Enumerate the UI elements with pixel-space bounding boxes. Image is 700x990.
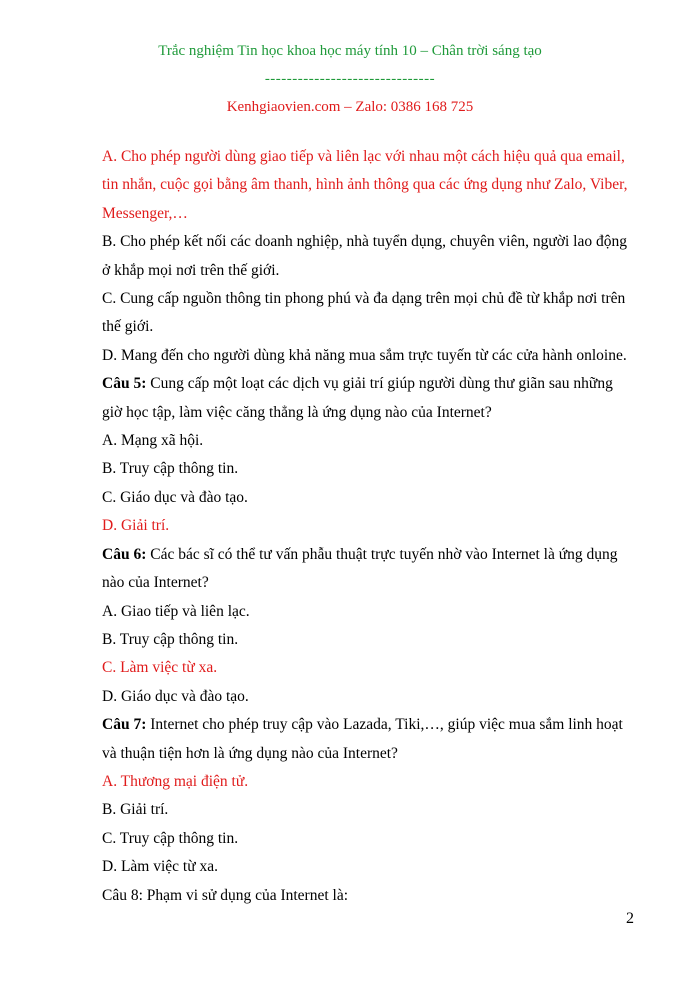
document-body: [102, 143, 642, 910]
question-7-label: Câu 7:: [102, 716, 147, 734]
question-5-option-d-answer: D. Giải trí.: [102, 517, 170, 535]
question-7-option-a-answer: A. Thương mại điện tử.: [102, 772, 249, 790]
question-6-option-a: A. Giao tiếp và liên lạc.: [102, 602, 250, 620]
question-6-option-b: B. Truy cập thông tin.: [102, 630, 239, 648]
question-5-text-line-1: Cung cấp một loạt các dịch vụ giải trí giúp người dùng thư giãn sau những: [146, 375, 613, 393]
header-divider: -------------------------------: [264, 71, 436, 87]
prev-option-a-line-1: A. Cho phép người dùng giao tiếp và liên lạc với nhau một cách hiệu quả qua email,: [102, 148, 625, 165]
question-6-option-c-answer: C. Làm việc từ xa.: [102, 659, 218, 677]
header-contact: Kenhgiaovien.com – Zalo: 0386 168 725: [226, 99, 474, 115]
question-5-option-b: B. Truy cập thông tin.: [102, 460, 239, 478]
question-6: [102, 541, 642, 569]
prev-option-a-line-3: Messenger,…: [102, 204, 188, 222]
question-6-text-line-2: nào của Internet?: [102, 574, 209, 592]
question-5: [102, 370, 642, 398]
question-7-option-d: D. Làm việc từ xa.: [102, 858, 219, 876]
page-number: 2: [626, 910, 634, 927]
prev-option-d-line-1: D. Mang đến cho người dùng khả năng mua sắm trực tuyến từ các cửa hành onloine.: [102, 346, 627, 364]
prev-option-b-line-1: B. Cho phép kết nối các doanh nghiệp, nhà tuyển dụng, chuyên viên, người lao động: [102, 233, 627, 251]
question-7-text-line-1: Internet cho phép truy cập vào Lazada, Tiki,…, giúp việc mua sắm linh hoạt: [146, 716, 623, 734]
prev-option-a-line-2: tin nhắn, cuộc gọi bằng âm thanh, hình ảnh thông qua các ứng dụng như Zalo, Viber,: [102, 176, 628, 194]
question-5-text-line-2: giờ học tập, làm việc căng thẳng là ứng dụng nào của Internet?: [102, 403, 492, 421]
question-7: [102, 711, 642, 739]
question-7-option-b: B. Giải trí.: [102, 801, 169, 819]
question-8: Câu 8: Phạm vi sử dụng của Internet là:: [102, 886, 349, 904]
question-5-option-a: A. Mạng xã hội.: [102, 432, 204, 450]
document-header-title: Trắc nghiệm Tin học khoa học máy tính 10 – Chân trời sáng tạo: [158, 43, 542, 59]
question-5-option-c: C. Giáo dục và đào tạo.: [102, 488, 248, 506]
question-7-option-c: C. Truy cập thông tin.: [102, 829, 239, 847]
question-7-text-line-2: và thuận tiện hơn là ứng dụng nào của Internet?: [102, 744, 398, 762]
question-6-label: Câu 6:: [102, 545, 147, 563]
question-6-option-d: D. Giáo dục và đào tạo.: [102, 687, 249, 705]
question-5-label: Câu 5:: [102, 375, 147, 393]
prev-option-b-line-2: ở khắp mọi nơi trên thế giới.: [102, 261, 280, 279]
prev-option-c-line-1: C. Cung cấp nguồn thông tin phong phú và đa dạng trên mọi chủ đề từ khắp nơi trên: [102, 290, 626, 308]
question-6-text-line-1: Các bác sĩ có thể tư vấn phẫu thuật trực tuyến nhờ vào Internet là ứng dụng: [146, 545, 618, 563]
prev-option-c-line-2: thế giới.: [102, 318, 154, 336]
